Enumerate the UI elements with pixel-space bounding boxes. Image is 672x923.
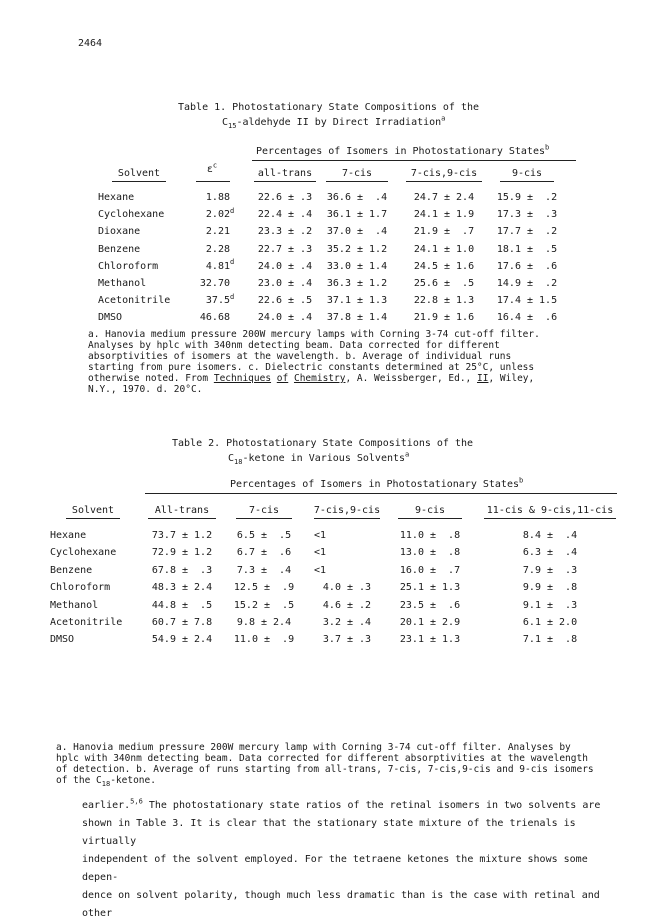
- table1-epsilon-value: 2.02: [205, 209, 230, 221]
- table1-value-cell: 35.2 ± 1.2: [326, 243, 388, 255]
- table2-value-cell: 60.7 ± 7.8: [151, 617, 213, 628]
- table1-col-rule-epsilon: [196, 181, 230, 182]
- table1-value-cell: 22.8 ± 1.3: [413, 295, 475, 307]
- table1-col-epsilon: $\varepsilon^c$: [206, 161, 218, 175]
- table2-col-rule: [148, 518, 216, 519]
- table1-epsilon-value: 37.5: [205, 295, 230, 307]
- table2-value-cell: 7.1 ± .8: [522, 634, 578, 646]
- table2-col-rule: [398, 518, 462, 519]
- table1-value-cell: 14.9 ± .2: [496, 278, 558, 289]
- table1-value-cell: 36.1 ± 1.7: [326, 209, 388, 221]
- table2-value-cell: 3.7 ± .3: [322, 634, 372, 646]
- table2-title-line2: $C_{18}$-ketone in Various Solvents$^a$: [228, 450, 410, 466]
- table1-epsilon-cell: [188, 278, 236, 289]
- table1-footnote-line: absorptivities of isomers at the wavelength. b. Average of individual runs: [88, 351, 512, 362]
- table1-value-cell: 16.4 ± .6: [496, 312, 558, 324]
- table1-value-cell: 22.6 ± .5: [257, 295, 313, 307]
- table2-col-rule: [314, 518, 380, 519]
- table2-value-cell: 44.8 ± .5: [151, 599, 213, 611]
- table1-epsilon-value: 32.70: [199, 278, 230, 289]
- table1-value-cell: 15.9 ± .2: [496, 192, 558, 203]
- body-line: dence on solvent polarity, though much less dramatic than is the case with retinal and other: [82, 890, 600, 919]
- table1-col-rule: [500, 181, 554, 182]
- table1-value-cell: 36.6 ± .4: [326, 192, 388, 203]
- table2-value-cell: 54.9 ± 2.4: [151, 634, 213, 646]
- table1-col-header: 7-cis: [341, 168, 373, 179]
- table2-footnote-line: a. Hanovia medium pressure 200W mercury lamp with Corning 3-74 cut-off filter. Analyses by: [56, 742, 571, 753]
- table2-value-cell: 11.0 ± .9: [233, 634, 295, 646]
- table1-solvent-cell: DMSO: [98, 312, 123, 324]
- table2-solvent-cell: Benzene: [50, 564, 93, 576]
- table2-value-cell: 3.2 ± .4: [322, 617, 372, 628]
- table1-footnote-line: otherwise noted. From Techniques of Chemistry, A. Weissberger, Ed., II, Wiley,: [88, 373, 535, 384]
- table2-value-cell: 7.9 ± .3: [522, 564, 578, 576]
- table1-epsilon-cell: 37.5$^d$: [205, 292, 235, 307]
- table2-value-cell: <1: [314, 530, 327, 541]
- table2-span-header: Percentages of Isomers in Photostationary States$^b$: [230, 476, 524, 490]
- table2-span-rule: [145, 493, 617, 494]
- table1-span-rule: [252, 160, 576, 161]
- table2-footnote-line: hplc with 340nm detecting beam. Data corrected for different absorptivities at the wavelength: [56, 753, 588, 764]
- table2-title-line1: Table 2. Photostationary State Compositions of the: [172, 438, 474, 449]
- table1-epsilon-value: 2.28: [205, 243, 230, 255]
- table1-title: [178, 100, 479, 130]
- table1-value-cell: 17.6 ± .6: [496, 260, 558, 272]
- table2-footnote-line: of the $C_{18}$-ketone.: [56, 775, 156, 788]
- table1-col-header: all-trans: [257, 168, 313, 179]
- table1-value-cell: 24.7 ± 2.4: [413, 192, 475, 203]
- table1-value-cell: 17.3 ± .3: [496, 209, 558, 221]
- table2-solvent-cell: Chloroform: [50, 582, 111, 594]
- table2-value-cell: 72.9 ± 1.2: [151, 547, 213, 559]
- table1-solvent-cell: Hexane: [98, 192, 135, 203]
- table2-value-cell: 6.5 ± .5: [236, 530, 292, 541]
- table1-col-rule: [254, 181, 316, 182]
- table2-col-solvent: Solvent: [71, 505, 115, 516]
- table1-epsilon-cell: [188, 226, 236, 237]
- table1-solvent-cell: Benzene: [98, 243, 141, 255]
- table1-col-solvent: Solvent: [117, 168, 161, 179]
- table1-span-header: Percentages of Isomers in Photostationary States$^b$: [256, 143, 550, 157]
- table2-value-cell: 67.8 ± .3: [151, 564, 213, 576]
- table1-value-cell: 24.1 ± 1.9: [413, 209, 475, 221]
- table1-col-rule: [326, 181, 388, 182]
- table2-value-cell: 12.5 ± .9: [233, 582, 295, 594]
- table1-value-cell: 22.4 ± .4: [257, 209, 313, 221]
- table2-footnotes: [56, 742, 628, 786]
- table2-value-cell: 8.4 ± .4: [522, 530, 578, 541]
- table2-value-cell: 23.5 ± .6: [399, 599, 461, 611]
- table2-solvent-cell: Methanol: [50, 599, 99, 611]
- table1-value-cell: 36.3 ± 1.2: [326, 278, 388, 289]
- table1-value-cell: 24.5 ± 1.6: [413, 260, 475, 272]
- table2-value-cell: 9.9 ± .8: [522, 582, 578, 594]
- table2-value-cell: <1: [314, 547, 327, 559]
- table2-value-cell: 9.8 ± 2.4: [236, 617, 292, 628]
- table1-col-rule: [406, 181, 482, 182]
- table1-epsilon-cell: 4.81$^d$: [205, 258, 235, 272]
- table1-value-cell: 23.0 ± .4: [257, 278, 313, 289]
- table1-solvent-cell: Acetonitrile: [98, 295, 171, 307]
- table1-footnote-line: a. Hanovia medium pressure 200W mercury lamps with Corning 3-74 cut-off filter.: [88, 329, 540, 340]
- table1-value-cell: 37.1 ± 1.3: [326, 295, 388, 307]
- body-text: [82, 797, 622, 923]
- body-line: earlier.$^{5,6}$ The photostationary state ratios of the retinal isomers in two solvents are: [82, 797, 601, 811]
- table1-value-cell: 24.0 ± .4: [257, 312, 313, 324]
- table1-value-cell: 23.3 ± .2: [257, 226, 313, 238]
- table1-epsilon-value: 2.21: [205, 226, 230, 238]
- table2-value-cell: 6.7 ± .6: [236, 547, 292, 559]
- table1-col-rule-solvent: [112, 181, 166, 182]
- table2-solvent-cell: Cyclohexane: [50, 547, 117, 559]
- table1-value-cell: 37.0 ± .4: [326, 226, 388, 238]
- table1-epsilon-value: 1.88: [205, 192, 230, 203]
- table2-solvent-cell: Hexane: [50, 530, 87, 541]
- table1-value-cell: 17.7 ± .2: [496, 226, 558, 238]
- table2-value-cell: 48.3 ± 2.4: [151, 582, 213, 594]
- table1-value-cell: 33.0 ± 1.4: [326, 260, 388, 272]
- body-line: independent of the solvent employed. For the tetraene ketones the mixture shows some depen-: [82, 854, 588, 883]
- table1-value-cell: 17.4 ± 1.5: [496, 295, 558, 307]
- table1-value-cell: 18.1 ± .5: [496, 243, 558, 255]
- table2-col-header: 7-cis: [248, 505, 280, 516]
- table1-epsilon-cell: [188, 244, 236, 255]
- table1-value-cell: 21.9 ± 1.6: [413, 312, 475, 324]
- table1-solvent-cell: Dioxane: [98, 226, 141, 238]
- table1-value-cell: 24.0 ± .4: [257, 260, 313, 272]
- table2-col-rule-solvent: [66, 518, 120, 519]
- page-number: 2464: [78, 38, 103, 49]
- table2-value-cell: 9.1 ± .3: [522, 599, 578, 611]
- table1-epsilon-value: 46.68: [199, 312, 230, 324]
- table2-title: [172, 436, 473, 466]
- table1-epsilon-cell: [188, 192, 236, 203]
- table2-value-cell: 15.2 ± .5: [233, 599, 295, 611]
- table1-solvent-cell: Methanol: [98, 278, 147, 289]
- table2-solvent-cell: Acetonitrile: [50, 617, 123, 628]
- table2-value-cell: 73.7 ± 1.2: [151, 530, 213, 541]
- table2-value-cell: 4.0 ± .3: [322, 582, 372, 594]
- table1-col-header: 7-cis,9-cis: [410, 168, 478, 179]
- table2-value-cell: 23.1 ± 1.3: [399, 634, 461, 646]
- table1-title-line1: Table 1. Photostationary State Compositions of the: [178, 102, 480, 113]
- table2-col-rule: [236, 518, 292, 519]
- table2-value-cell: 4.6 ± .2: [322, 599, 372, 611]
- table1-epsilon-cell: [188, 312, 236, 323]
- table1-value-cell: 22.6 ± .3: [257, 192, 313, 203]
- table2-col-header: 9-cis: [414, 505, 446, 516]
- table2-value-cell: 6.1 ± 2.0: [522, 617, 578, 628]
- table1-value-cell: 25.6 ± .5: [413, 278, 475, 289]
- table1-footnote-line: starting from pure isomers. c. Dielectric constants determined at 25°C, unless: [88, 362, 535, 373]
- table1-footnote-line: N.Y., 1970. d. 20°C.: [88, 384, 203, 395]
- table2-value-cell: 25.1 ± 1.3: [399, 582, 461, 594]
- table1-footnotes: [88, 329, 608, 395]
- table2-value-cell: 16.0 ± .7: [399, 564, 461, 576]
- table2-value-cell: 11.0 ± .8: [399, 530, 461, 541]
- table1-epsilon-value: 4.81: [205, 260, 230, 272]
- table2-footnote-line: of detection. b. Average of runs starting from all-trans, 7-cis, 7-cis,9-cis and 9-cis isomers: [56, 764, 594, 775]
- table2-value-cell: <1: [314, 564, 327, 576]
- table1-solvent-cell: Chloroform: [98, 260, 159, 272]
- table2-col-header: 11-cis & 9-cis,11-cis: [486, 505, 614, 516]
- table1-title-line2: $C_{15}$-aldehyde II by Direct Irradiation$^a$: [222, 114, 446, 130]
- table2-value-cell: 7.3 ± .4: [236, 564, 292, 576]
- table2-value-cell: 13.0 ± .8: [399, 547, 461, 559]
- table2-value-cell: 6.3 ± .4: [522, 547, 578, 559]
- table2-col-header: 7-cis,9-cis: [313, 505, 381, 516]
- table1-solvent-cell: Cyclohexane: [98, 209, 165, 221]
- table1-value-cell: 21.9 ± .7: [413, 226, 475, 238]
- body-line: shown in Table 3. It is clear that the stationary state mixture of the trienals is virtually: [82, 818, 576, 847]
- table2-value-cell: 20.1 ± 2.9: [399, 617, 461, 628]
- table2-col-header: All-trans: [154, 505, 210, 516]
- table1-col-header: 9-cis: [511, 168, 543, 179]
- table2-solvent-cell: DMSO: [50, 634, 75, 646]
- table1-value-cell: 24.1 ± 1.0: [413, 243, 475, 255]
- table1-value-cell: 22.7 ± .3: [257, 243, 313, 255]
- table1-footnote-line: Analyses by hplc with 340nm detecting beam. Data corrected for different: [88, 340, 500, 351]
- table2-col-rule: [484, 518, 616, 519]
- table1-epsilon-cell: 2.02$^d$: [205, 206, 235, 221]
- table1-value-cell: 37.8 ± 1.4: [326, 312, 388, 324]
